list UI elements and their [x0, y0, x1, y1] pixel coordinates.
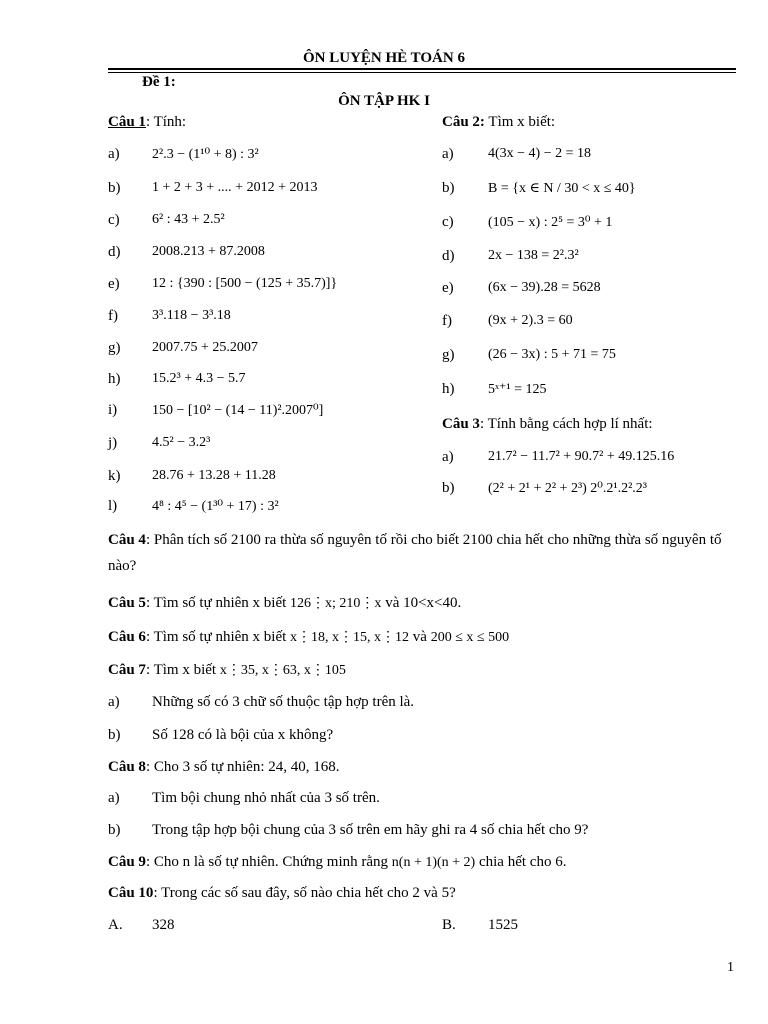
question-2-item-content: (9x + 2).3 = 60 [488, 313, 573, 328]
question-7-item-content: Những số có 3 chữ số thuộc tập hợp trên là. [152, 694, 415, 710]
question-1-item-label: d) [108, 244, 121, 260]
question-9-math: n(n + 1)(n + 2) [391, 855, 476, 870]
title-rule-thin [108, 72, 736, 73]
question-1-item-content: 4⁸ : 4⁵ − (1³⁰ + 17) : 3² [152, 499, 279, 514]
question-1-item-label: g) [108, 340, 121, 356]
question-1-text: : Tính: [145, 114, 187, 130]
question-6-label: Câu 6 [108, 629, 146, 645]
question-2-item-label: a) [442, 146, 454, 162]
question-1-item-label: b) [108, 180, 121, 196]
title-rule-thick [108, 68, 736, 70]
question-2-item-label: b) [442, 180, 455, 196]
question-3-item-content: 21.7² − 11.7² + 90.7² + 49.125.16 [488, 449, 675, 464]
question-1-item-content: 1 + 2 + 3 + .... + 2012 + 2013 [152, 180, 318, 195]
question-1-item-content: 2².3 − (1¹⁰ + 8) : 3² [152, 147, 259, 162]
question-6-text: : Tìm số tự nhiên x biết [145, 629, 291, 645]
question-2-item-content: 2x − 138 = 2².3² [488, 248, 579, 263]
question-1-item-content: 3³.118 − 3³.18 [152, 308, 231, 323]
question-1-item-content: 4.5² − 3.2³ [152, 435, 211, 450]
question-1-label: Câu 1 [108, 114, 146, 130]
question-7-math: x⋮35, x⋮63, x⋮105 [219, 663, 346, 678]
question-1-item-label: f) [108, 308, 118, 324]
question-1-item-content: 6² : 43 + 2.5² [152, 212, 225, 227]
exam-number: Đề 1: [142, 74, 176, 90]
question-7-label: Câu 7 [108, 662, 146, 678]
question-1-item-content: 12 : {390 : [500 − (125 + 35.7)]} [152, 276, 338, 291]
question-8 [108, 754, 738, 780]
question-8-item-label: a) [108, 790, 120, 806]
question-1-item-label: c) [108, 212, 120, 228]
question-5-label: Câu 5 [108, 595, 146, 611]
question-1-item-content: 2007.75 + 25.2007 [152, 340, 258, 355]
question-5-math: 126⋮x; 210⋮x [290, 596, 382, 611]
question-8-item-label: b) [108, 822, 121, 838]
question-3-label: Câu 3 [442, 416, 480, 432]
question-2-heading [442, 114, 555, 131]
question-1-item-content: 150 − [10² − (14 − 11)².2007⁰] [152, 403, 324, 418]
question-1-item-label: k) [108, 468, 121, 484]
question-10-option-label: A. [108, 917, 123, 933]
question-9-text: : Cho n là số tự nhiên. Chứng minh rằng [145, 854, 392, 870]
question-10-option-label: B. [442, 917, 456, 933]
question-6-math-2: 200 ≤ x ≤ 500 [430, 630, 510, 645]
question-2-item-content: (6x − 39).28 = 5628 [488, 280, 601, 295]
question-7-item-label: a) [108, 694, 120, 710]
document-title: ÔN LUYỆN HÈ TOÁN 6 [303, 50, 465, 66]
question-4-text: : Phân tích số 2100 ra thừa số nguyên tố rồi cho biết 2100 chia hết cho những thừa số nguyên tố nào? [108, 532, 722, 574]
question-6-math: x⋮18, x⋮15, x⋮12 [290, 630, 410, 645]
question-4 [108, 527, 738, 579]
question-10-label: Câu 10 [108, 885, 154, 901]
question-2-label: Câu 2: [442, 114, 485, 130]
question-10 [108, 880, 738, 906]
question-2-item-label: g) [442, 347, 455, 363]
question-7-item-label: b) [108, 727, 121, 743]
question-3-text: : Tính bằng cách hợp lí nhất: [479, 416, 653, 432]
question-8-text: : Cho 3 số tự nhiên: 24, 40, 168. [145, 759, 340, 775]
question-2-item-label: d) [442, 248, 455, 264]
question-2-item-content: 5ˣ⁺¹ = 125 [488, 382, 547, 397]
question-1-item-content: 15.2³ + 4.3 − 5.7 [152, 371, 246, 386]
question-7-text: : Tìm x biết [145, 662, 220, 678]
question-9-tail: chia hết cho 6. [475, 854, 567, 870]
question-10-option-value: 1525 [488, 917, 518, 933]
question-1-item-label: l) [108, 498, 118, 514]
question-2-item-label: c) [442, 214, 454, 230]
question-8-label: Câu 8 [108, 759, 146, 775]
question-1-item-label: i) [108, 402, 118, 418]
question-3-item-label: b) [442, 480, 455, 496]
question-2-item-content: 4(3x − 4) − 2 = 18 [488, 146, 592, 161]
question-2-item-content: (26 − 3x) : 5 + 71 = 75 [488, 347, 616, 362]
question-6 [108, 624, 738, 651]
question-1-item-content: 2008.213 + 87.2008 [152, 244, 265, 259]
question-3-item-content: (2² + 2¹ + 2² + 2³) 2⁰.2¹.2².2³ [488, 481, 648, 496]
question-1-item-label: a) [108, 146, 120, 162]
question-2-item-label: h) [442, 381, 455, 397]
question-1-item-label: h) [108, 371, 121, 387]
question-9-label: Câu 9 [108, 854, 146, 870]
question-10-option-value: 328 [152, 917, 175, 933]
question-5-tail: và 10<x<40. [381, 595, 462, 611]
question-2-item-label: f) [442, 313, 452, 329]
question-4-label: Câu 4 [108, 532, 146, 548]
question-7 [108, 657, 738, 684]
question-8-item-content: Trong tập hợp bội chung của 3 số trên em hãy ghi ra 4 số chia hết cho 9? [152, 822, 589, 838]
question-9 [108, 849, 738, 876]
question-1-heading [108, 114, 186, 131]
question-3-item-label: a) [442, 449, 454, 465]
section-title: ÔN TẬP HK I [338, 93, 430, 109]
question-1-item-label: e) [108, 276, 120, 292]
question-2-item-label: e) [442, 280, 454, 296]
question-5 [108, 590, 738, 617]
question-10-text: : Trong các số sau đây, số nào chia hết cho 2 và 5? [153, 885, 456, 901]
question-1-item-content: 28.76 + 13.28 + 11.28 [152, 468, 276, 483]
question-5-text: : Tìm số tự nhiên x biết [145, 595, 291, 611]
question-3-heading [442, 416, 653, 433]
question-7-item-content: Số 128 có là bội của x không? [152, 727, 334, 743]
page-number: 1 [727, 960, 734, 975]
question-8-item-content: Tìm bội chung nhỏ nhất của 3 số trên. [152, 790, 380, 806]
question-6-mid: và [409, 629, 431, 645]
question-2-item-content: (105 − x) : 2⁵ = 3⁰ + 1 [488, 215, 613, 230]
question-2-item-content: B = {x ∈ N / 30 < x ≤ 40} [488, 181, 636, 196]
question-1-item-label: j) [108, 435, 118, 451]
question-2-text: Tìm x biết: [484, 114, 556, 130]
